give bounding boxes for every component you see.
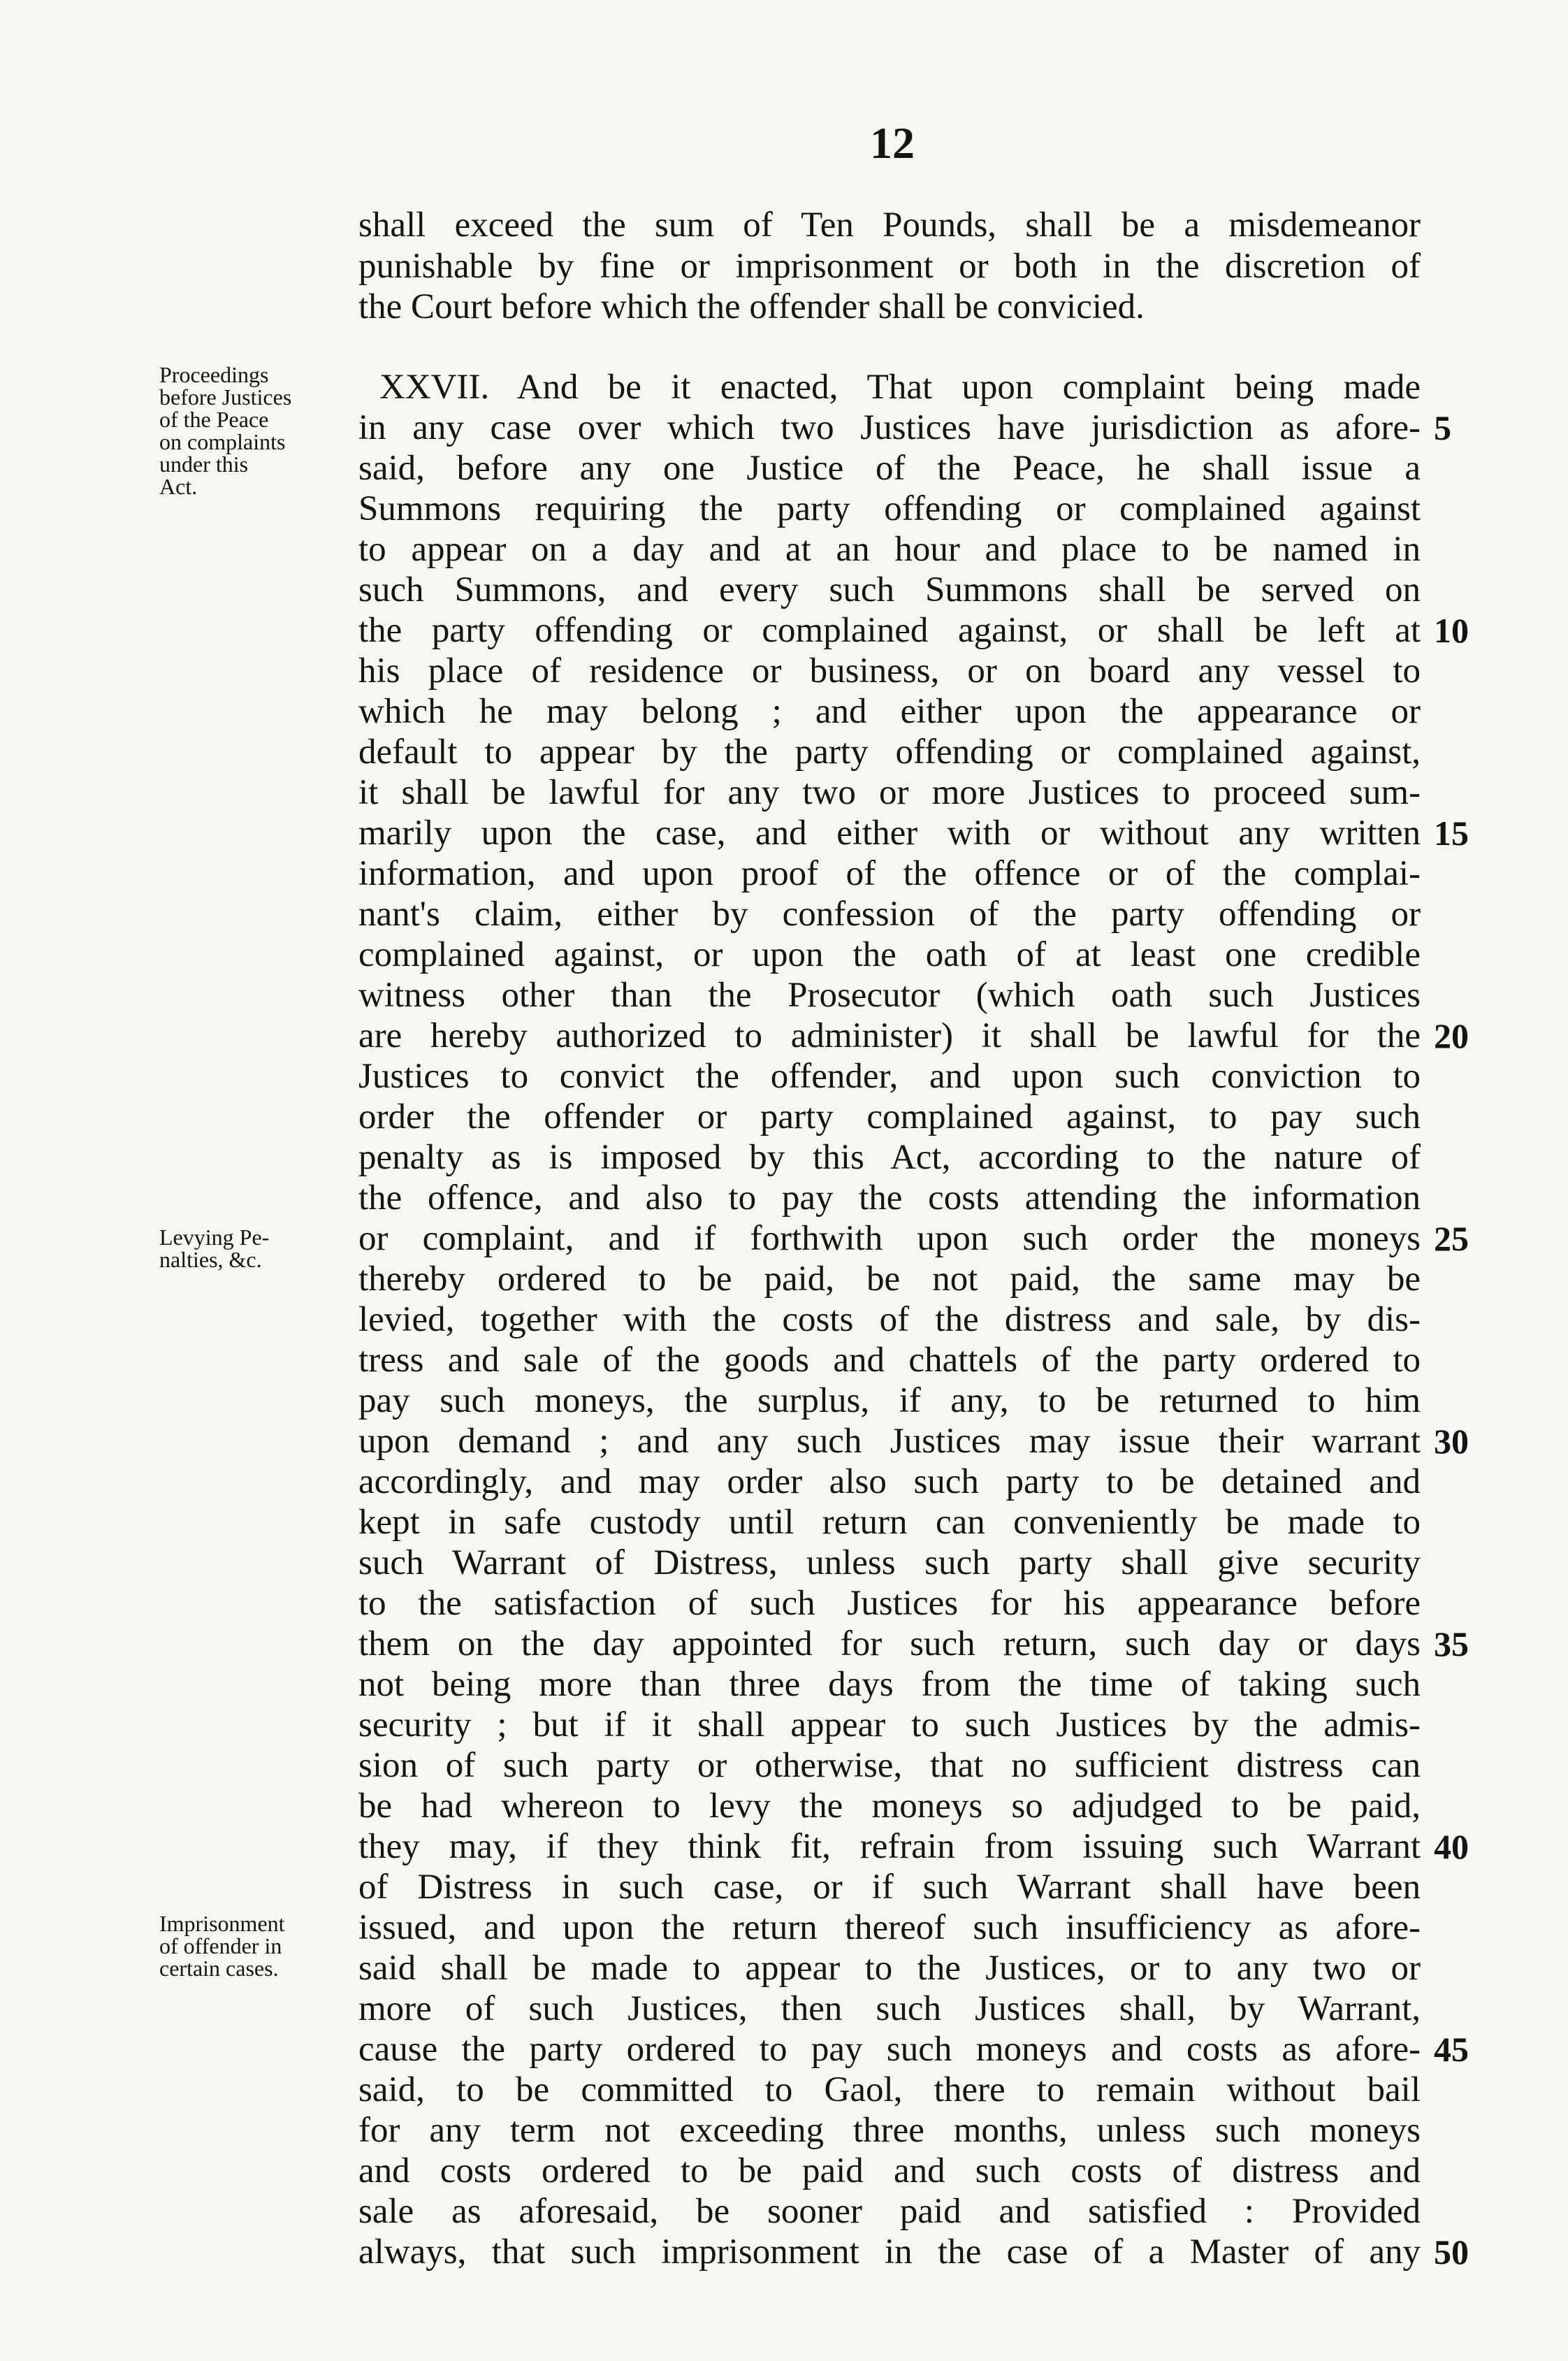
text-line: his place of residence or business, or on board any vessel to (358, 651, 1421, 691)
line-number: 35 (1434, 1624, 1469, 1663)
text-line: punishable by fine or imprisonment or both in the discretion of (358, 247, 1421, 286)
text-line: are hereby authorized to administer) it shall be lawful for the (358, 1016, 1421, 1055)
text-line: order the offender or party complained against, to pay such (358, 1097, 1421, 1136)
text-line: penalty as is imposed by this Act, according to the nature of (358, 1138, 1421, 1177)
text-line: or complaint, and if forthwith upon such order the moneys (358, 1219, 1421, 1258)
text-line: the offence, and also to pay the costs attending the information (358, 1178, 1421, 1218)
section-heading-line: XXVII. And be it enacted, That upon complaint being made (379, 368, 1421, 407)
text-line: upon demand ; and any such Justices may issue their warrant (358, 1422, 1421, 1461)
text-line: cause the party ordered to pay such moneys and costs as afore- (358, 2030, 1421, 2069)
text-line: said shall be made to appear to the Justices, or to any two or (358, 1949, 1421, 1988)
text-line: tress and sale of the goods and chattels of the party ordered to (358, 1341, 1421, 1380)
text-line: issued, and upon the return thereof such insufficiency as afore- (358, 1908, 1421, 1947)
text-line: to the satisfaction of such Justices for his appearance before (358, 1584, 1421, 1623)
line-number: 5 (1434, 408, 1451, 447)
page-number: 12 (870, 118, 915, 168)
text-line: the party offending or complained against, or shall be left at (358, 611, 1421, 650)
marginal-note-proceedings (159, 363, 355, 498)
text-line: said, before any one Justice of the Peace, he shall issue a (358, 449, 1421, 488)
text-line: them on the day appointed for such return, such day or days (358, 1624, 1421, 1663)
text-line: complained against, or upon the oath of at least one credible (358, 935, 1421, 974)
text-line: the Court before which the offender shall be convicied. (358, 287, 1145, 326)
text-line: sale as aforesaid, be sooner paid and satisfied : Provided (358, 2192, 1421, 2231)
text-line: such Warrant of Distress, unless such party shall give security (358, 1543, 1421, 1582)
text-line: sion of such party or otherwise, that no sufficient distress can (358, 1746, 1421, 1785)
text-line: accordingly, and may order also such party to be detained and (358, 1462, 1421, 1501)
text-line: nant's claim, either by confession of the party offending or (358, 895, 1421, 934)
line-number: 25 (1434, 1219, 1469, 1258)
marginal-note-line: of the Peace (159, 407, 269, 432)
text-line: more of such Justices, then such Justices shall, by Warrant, (358, 1989, 1421, 2028)
text-line: in any case over which two Justices have jurisdiction as afore- (358, 408, 1421, 447)
text-line: not being more than three days from the time of taking such (358, 1665, 1421, 1704)
text-line: they may, if they think fit, refrain from issuing such Warrant (358, 1827, 1421, 1866)
line-number: 10 (1434, 611, 1469, 650)
line-number: 50 (1434, 2232, 1469, 2272)
text-line: marily upon the case, and either with or without any written (358, 814, 1421, 853)
text-line: of Distress in such case, or if such Warrant shall have been (358, 1868, 1421, 1907)
marginal-note-line: nalties, &c. (159, 1247, 262, 1272)
text-line: for any term not exceeding three months, unless such moneys (358, 2111, 1421, 2150)
text-line: witness other than the Prosecutor (which oath such Justices (358, 976, 1421, 1015)
marginal-note-line: Imprisonment (159, 1911, 285, 1936)
line-number: 15 (1434, 814, 1469, 853)
marginal-note-imprisonment (159, 1912, 355, 1979)
text-line: shall exceed the sum of Ten Pounds, shall be a misdemeanor (358, 205, 1421, 245)
text-line: to appear on a day and at an hour and place to be named in (358, 530, 1421, 569)
marginal-note-line: certain cases. (159, 1956, 279, 1981)
line-number: 40 (1434, 1827, 1469, 1866)
text-line: information, and upon proof of the offence or of the complai- (358, 854, 1421, 893)
line-number: 45 (1434, 2030, 1469, 2069)
marginal-note-levying-penalties (159, 1226, 355, 1271)
marginal-note-line: on complaints (159, 429, 286, 454)
marginal-note-line: before Justices (159, 384, 292, 410)
text-line: and costs ordered to be paid and such costs of distress and (358, 2151, 1421, 2190)
marginal-note-line: of offender in (159, 1933, 282, 1958)
text-line: said, to be committed to Gaol, there to remain without bail (358, 2070, 1421, 2109)
line-number: 30 (1434, 1422, 1469, 1461)
text-line: security ; but if it shall appear to such Justices by the admis- (358, 1705, 1421, 1745)
text-line: pay such moneys, the surplus, if any, to be returned to him (358, 1381, 1421, 1420)
text-line: thereby ordered to be paid, be not paid, the same may be (358, 1259, 1421, 1299)
text-line: always, that such imprisonment in the case of a Master of any (358, 2232, 1421, 2272)
text-line: such Summons, and every such Summons shall be served on (358, 570, 1421, 609)
text-line: be had whereon to levy the moneys so adjudged to be paid, (358, 1786, 1421, 1826)
marginal-note-line: under this (159, 452, 249, 477)
marginal-note-line: Levying Pe- (159, 1225, 270, 1250)
text-line: which he may belong ; and either upon the appearance or (358, 692, 1421, 731)
marginal-note-line: Proceedings (159, 362, 269, 387)
text-line: Justices to convict the offender, and upon such conviction to (358, 1057, 1421, 1096)
text-line: kept in safe custody until return can conveniently be made to (358, 1503, 1421, 1542)
text-line: it shall be lawful for any two or more Justices to proceed sum- (358, 773, 1421, 812)
marginal-note-line: Act. (159, 474, 198, 499)
line-number: 20 (1434, 1016, 1469, 1055)
text-line: levied, together with the costs of the distress and sale, by dis- (358, 1300, 1421, 1339)
text-line: Summons requiring the party offending or complained against (358, 489, 1421, 528)
text-line: default to appear by the party offending or complained against, (358, 732, 1421, 772)
